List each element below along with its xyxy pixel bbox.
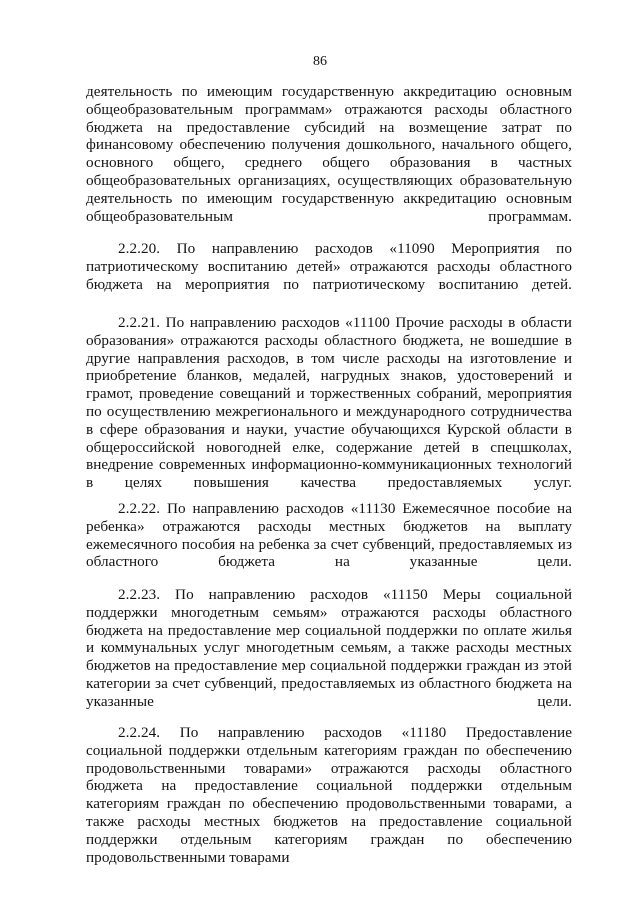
paragraph-2-2-20-text: 2.2.20. По направлению расходов «11090 Мероприятия по патриотическому воспитанию детей» отражаются расходы областного бюджета на мероприятия по патриотическому воспитанию детей.	[86, 240, 572, 293]
paragraph-2-2-24-text: 2.2.24. По направлению расходов «11180 Предоставление социальной поддержки отдельным категориям граждан по обеспечению продовольственными товарами» отражаются расходы областного бюджета на предоставление социальной поддержки отдельным категориям граждан по обеспечению продовольственными товарами, а также расходы местных бюджетов на предоставление социальной поддержки отдельным категориям граждан по обеспечению продовольственными товарами	[86, 724, 572, 866]
paragraph-2-2-22-text: 2.2.22. По направлению расходов «11130 Ежемесячное пособие на ребенка» отражаются расходы местных бюджетов на выплату ежемесячного пособия на ребенка за счет субвенций, предоставляемых из областного бюджета на указанные цели.	[86, 500, 572, 571]
paragraph-2-2-23	[86, 586, 572, 711]
paragraph-2-2-21	[86, 314, 572, 492]
paragraph-continuation: деятельность по имеющим государственную аккредитацию основным общеобразовательным программам» отражаются расходы областного бюджета на предоставление субсидий на возмещение затрат по финансовому обеспечению получения дошкольного, начального общего, основного общего, среднего общего образования в частных общеобразовательных организациях, осуществляющих образовательную деятельность по имеющим государственную аккредитацию основным общеобразовательным программам.	[86, 83, 572, 225]
paragraph-2-2-20	[86, 240, 572, 293]
paragraph-2-2-21-text: 2.2.21. По направлению расходов «11100 Прочие расходы в области образования» отражаются расходы областного бюджета, не вошедшие в другие направления расходов, в том числе расходы на изготовление и приобретение бланков, медалей, нагрудных знаков, удостоверений и грамот, проведение совещаний и торжественных собраний, мероприятия по осуществлению межрегионального и международного сотрудничества в сфере образования и науки, участие обучающихся Курской области в общероссийской новогодней елке, содержание детей в спецшколах, внедрение современных информационно-коммуникационных технологий в целях повышения качества предоставляемых услуг.	[86, 314, 572, 492]
page-number: 86	[313, 54, 327, 69]
paragraph-2-2-23-text: 2.2.23. По направлению расходов «11150 Меры социальной поддержки многодетным семьям» отражаются расходы областного бюджета на предоставление мер социальной поддержки по оплате жилья и коммунальных услуг многодетным семьям, а также расходы местных бюджетов на предоставление мер социальной поддержки граждан из этой категории за счет субвенций, предоставляемых из областного бюджета на указанные цели.	[86, 586, 572, 710]
paragraph-2-2-24	[86, 724, 572, 866]
paragraph-2-2-22	[86, 500, 572, 571]
